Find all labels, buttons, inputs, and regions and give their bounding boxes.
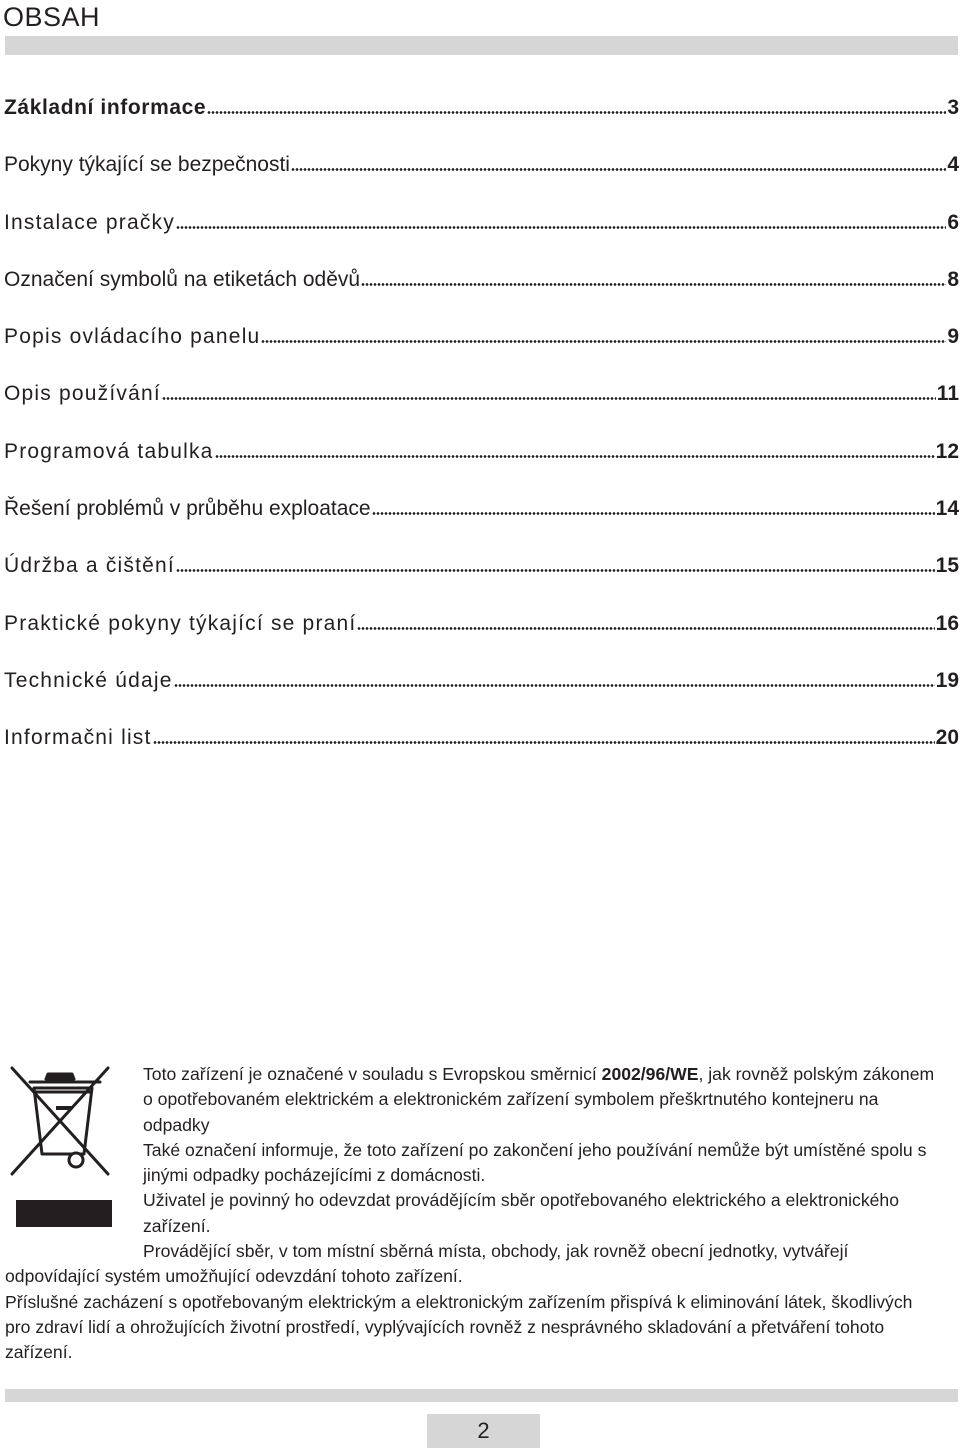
toc-dot-leader: [361, 283, 946, 286]
toc-dot-leader: [174, 684, 935, 687]
notice-paragraph: [5, 1062, 940, 1138]
page-number: [427, 1414, 540, 1448]
toc-entry-page: 4: [947, 153, 959, 177]
toc-dot-leader: [372, 512, 935, 515]
toc-entry[interactable]: [4, 382, 959, 439]
toc-entry-title: Programová tabulka: [4, 439, 214, 463]
toc-entry[interactable]: [4, 669, 959, 726]
toc-dot-leader: [291, 168, 946, 171]
toc-entry-title: Opis používání: [4, 382, 161, 406]
toc-dot-leader: [207, 111, 946, 114]
toc-entry-page: 3: [947, 96, 959, 119]
toc-dot-leader: [215, 455, 935, 458]
toc-entry-page: 16: [935, 611, 959, 635]
toc-entry-title: Pokyny týkající se bezpečnosti: [4, 153, 290, 177]
toc-entry-page: 11: [936, 382, 959, 406]
toc-entry-title: Praktické pokyny týkající se praní: [4, 611, 357, 635]
toc-entry-title: Technické údaje: [4, 668, 173, 692]
toc-dot-leader: [261, 340, 946, 343]
toc-entry[interactable]: [4, 96, 959, 153]
toc-entry-title: Popis ovládacího panelu: [4, 325, 261, 349]
toc-entry-title: Údržba a čištění: [4, 554, 175, 578]
toc-entry[interactable]: [4, 612, 959, 669]
toc-entry-title: Základní informace: [4, 96, 207, 119]
toc-entry[interactable]: [4, 153, 959, 210]
notice-paragraph: Příslušné zacházení s opotřebovaným elektrickým a elektronickým zařízením přispívá k eliminování látek, škodlivých pro zdraví lidí a ohrožujících životní prostředí, vyplývajících rovněž z nesprávného skladování a přetváření tohoto zařízení.: [5, 1291, 913, 1363]
page-title: OBSAH: [3, 2, 101, 32]
header-divider: [5, 36, 958, 55]
toc-dot-leader: [162, 397, 936, 400]
toc-entry[interactable]: [4, 325, 959, 382]
toc-entry-page: 14: [935, 497, 959, 521]
toc-entry-page: 9: [947, 325, 959, 349]
toc-entry[interactable]: [4, 554, 959, 611]
toc-entry-page: 20: [935, 726, 959, 750]
toc-entry-page: 6: [947, 210, 959, 234]
toc-entry-title: Řešení problémů v průběhu exploatace: [4, 497, 371, 521]
toc-entry-title: Informačni list: [4, 726, 152, 750]
toc-entry[interactable]: [4, 440, 959, 497]
weee-disposal-notice: [5, 1062, 940, 1366]
toc-entry[interactable]: [4, 211, 959, 268]
toc-entry-title: Instalace pračky: [4, 210, 175, 234]
toc-entry-page: 15: [935, 554, 959, 578]
notice-paragraph: Provádějící sběr, v tom místní sběrná místa, obchody, jak rovněž obecní jednotky, vytvářejí odpovídající systém umožňující odevzdání tohoto zařízení.: [5, 1241, 849, 1287]
toc-entry[interactable]: [4, 497, 959, 554]
notice-paragraph: Také označení informuje, že toto zařízení po zakončení jeho používání nemůže být umístěné spolu s jinými odpadky pocházejícími z domácnosti.: [143, 1139, 927, 1186]
toc-entry-page: 12: [935, 439, 959, 463]
toc-dot-leader: [176, 226, 946, 229]
toc-entry[interactable]: [4, 726, 959, 783]
toc-dot-leader: [176, 569, 935, 572]
table-of-contents: [4, 96, 959, 784]
toc-dot-leader: [357, 627, 934, 630]
directive-number: 2002/96/WE: [601, 1064, 699, 1084]
notice-text: Toto zařízení je označené v souladu s Evropskou směrnicí: [143, 1064, 602, 1084]
toc-entry-page: 8: [947, 267, 959, 291]
toc-entry-title: Označení symbolů na etiketách oděvů: [4, 267, 361, 291]
toc-entry-page: 19: [935, 668, 959, 692]
notice-paragraph: Uživatel je povinný ho odevzdat provádějícím sběr opotřebovaného elektrického a elektronického zařízení.: [143, 1190, 899, 1236]
page-number-text: 2: [477, 1418, 490, 1443]
footer-divider: [5, 1389, 958, 1402]
toc-entry[interactable]: [4, 268, 959, 325]
notice-text: , jak rovněž polským zákonem o opotřebovaném elektrickém a elektronickém zařízení symbolem přeškrtnutého kontejneru na odpadky: [143, 1064, 935, 1135]
toc-dot-leader: [153, 741, 935, 744]
